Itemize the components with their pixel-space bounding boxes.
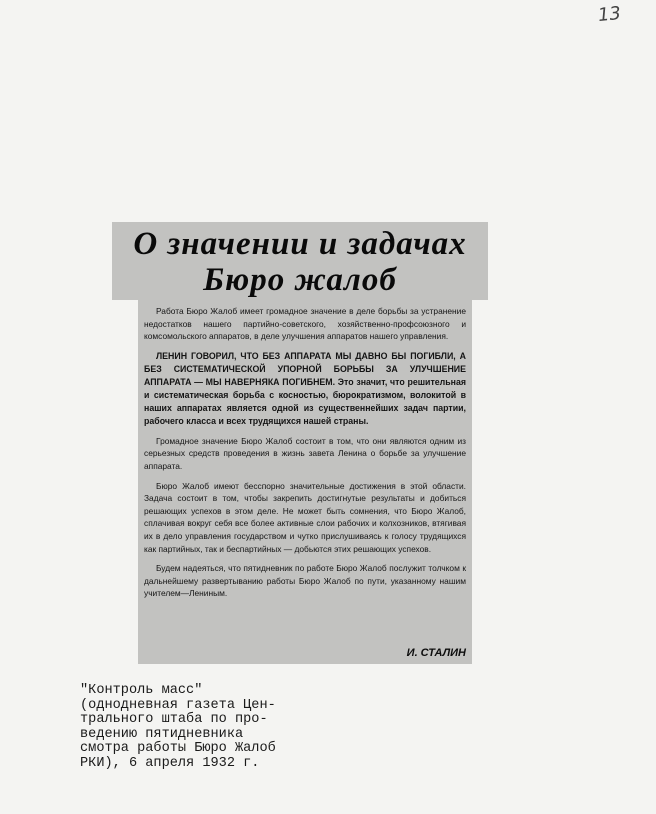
article-paragraph-5: Будем надеяться, что пятидневник по работе Бюро Жалоб послужит толчком к дальнейшему развертыванию работы Бюро Жалоб по пути, указанному нашим учителем—Лениным. [144, 563, 466, 599]
article-paragraph-3: Громадное значение Бюро Жалоб состоит в том, что они являются одним из серьезных средств проведения в жизнь завета Ленина о борьбе за улучшение аппарата. [144, 435, 466, 471]
article-paragraph-2: ЛЕНИН ГОВОРИЛ, ЧТО БЕЗ АППАРАТА МЫ ДАВНО БЫ ПОГИБЛИ, А БЕЗ СИСТЕМАТИЧЕСКОЙ УПОРНОЙ БОРЬБЫ ЗА УЛУЧШЕНИЕ АППАРАТА — МЫ НАВЕРНЯКА ПОГИБНЕМ. Это значит, что решительная и систематическая борьба с косностью, бюрократизмом, волокитой в наших аппаратах является одной из существеннейших задач партии, рабочего класса и всех трудящихся нашей страны. [144, 350, 466, 426]
article-signature: И. СТАЛИН [406, 647, 466, 659]
page-number: 13 [596, 2, 622, 27]
source-note-line-6: РКИ), 6 апреля 1932 г. [80, 755, 260, 771]
article-body [144, 305, 466, 607]
source-note-line-1: "Контроль масс" [80, 683, 203, 698]
article-paragraph-4: Бюро Жалоб имеют бесспорно значительные достижения в этой области. Задача состоит в том, чтобы закрепить достигнутые результаты и добиться решающих успехов в этом деле. Не может быть сомнения, что Бюро Жалоб, сплачивая вокруг себя все более активные слои рабочих и колхозников, втягивая их в дело управления государством и чутко прислушиваясь к голосу трудящихся как партийных, так и беспартийных — добьются этих решающих успехов. [144, 480, 466, 554]
article-paragraph-1: Работа Бюро Жалоб имеет громадное значение в деле борьбы за устранение недостатков нашего партийно-советского, хозяйственно-профсоюзного и комсомольского аппаратов, в деле улучшения аппаратов нашего управления. [144, 306, 466, 342]
headline-line-2: Бюро жалоб [203, 262, 397, 298]
article-headline [112, 226, 488, 298]
headline-line-1: О значении и задачах [133, 226, 467, 262]
source-note-line-4: ведению пятидневника [80, 726, 244, 742]
source-note-line-2: (однодневная газета Цен- [80, 697, 276, 713]
source-note-line-3: трального штаба по про- [80, 712, 268, 728]
source-note [80, 684, 380, 772]
source-note-line-5: смотра работы Бюро Жалоб [80, 741, 276, 757]
